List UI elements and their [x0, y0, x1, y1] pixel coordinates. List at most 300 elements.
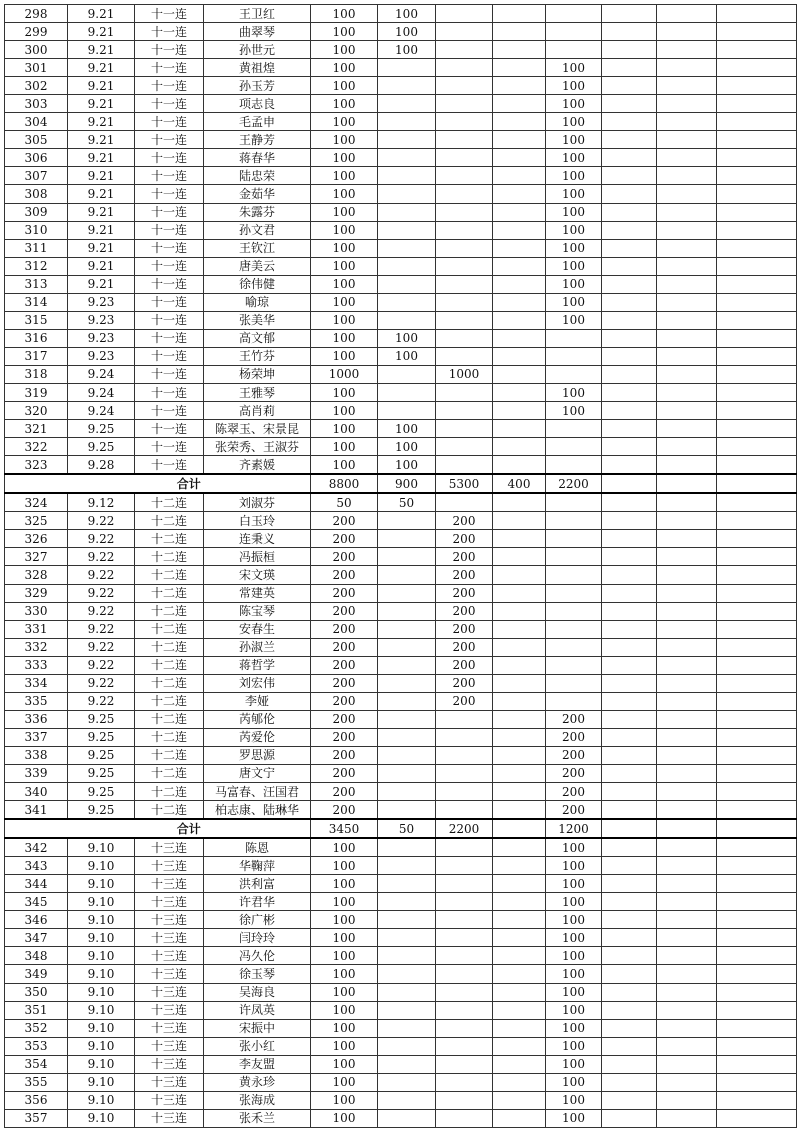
subtotal-total-amount-cell: 3450: [311, 819, 378, 838]
total-amount-cell: 100: [311, 77, 378, 95]
donor-name-cell: 宋振中: [204, 1019, 311, 1037]
col-b-cell: [436, 185, 493, 203]
col-e-cell: [602, 710, 657, 728]
col-g-cell: [717, 783, 797, 801]
col-f-cell: [657, 5, 717, 23]
company-cell: 十二连: [135, 801, 204, 820]
company-cell: 十二连: [135, 548, 204, 566]
col-g-cell: [717, 566, 797, 584]
col-f-cell: [657, 456, 717, 475]
col-c-cell: [493, 438, 546, 456]
col-c-cell: [493, 493, 546, 512]
col-d-cell: [546, 512, 602, 530]
company-cell: 十三连: [135, 1073, 204, 1091]
total-amount-cell: 100: [311, 275, 378, 293]
date-cell: 9.10: [68, 857, 135, 875]
donor-name-cell: 金茹华: [204, 185, 311, 203]
col-d-cell: 100: [546, 77, 602, 95]
col-c-cell: [493, 131, 546, 149]
subtotal-row: [5, 474, 797, 493]
total-amount-cell: 100: [311, 59, 378, 77]
donor-name-cell: 张荣秀、王淑芬: [204, 438, 311, 456]
company-cell: 十三连: [135, 983, 204, 1001]
col-a-cell: [378, 638, 436, 656]
row-number-cell: 330: [5, 602, 68, 620]
col-g-cell: [717, 131, 797, 149]
col-f-cell: [657, 203, 717, 221]
col-f-cell: [657, 620, 717, 638]
company-cell: 十一连: [135, 203, 204, 221]
company-cell: 十三连: [135, 965, 204, 983]
col-d-cell: 100: [546, 95, 602, 113]
total-amount-cell: 200: [311, 764, 378, 782]
col-b-cell: [436, 5, 493, 23]
row-number-cell: 321: [5, 420, 68, 438]
table-row: [5, 456, 797, 475]
col-c-cell: [493, 530, 546, 548]
table-row: [5, 1001, 797, 1019]
col-g-cell: [717, 548, 797, 566]
total-amount-cell: 100: [311, 41, 378, 59]
table-row: [5, 838, 797, 857]
table-row: [5, 1055, 797, 1073]
date-cell: 9.10: [68, 947, 135, 965]
col-f-cell: [657, 41, 717, 59]
row-number-cell: 342: [5, 838, 68, 857]
company-cell: 十二连: [135, 602, 204, 620]
date-cell: 9.22: [68, 674, 135, 692]
col-a-cell: [378, 1055, 436, 1073]
col-a-cell: [378, 275, 436, 293]
col-e-cell: [602, 1109, 657, 1127]
col-g-cell: [717, 728, 797, 746]
donor-name-cell: 唐文宁: [204, 764, 311, 782]
col-g-cell: [717, 801, 797, 820]
col-a-cell: [378, 402, 436, 420]
company-cell: 十一连: [135, 438, 204, 456]
col-e-cell: [602, 875, 657, 893]
col-d-cell: 100: [546, 167, 602, 185]
col-e-cell: [602, 1019, 657, 1037]
col-e-cell: [602, 983, 657, 1001]
company-cell: 十二连: [135, 764, 204, 782]
company-cell: 十二连: [135, 746, 204, 764]
company-cell: 十二连: [135, 656, 204, 674]
subtotal-col-e-cell: [602, 474, 657, 493]
row-number-cell: 328: [5, 566, 68, 584]
col-b-cell: [436, 23, 493, 41]
col-c-cell: [493, 965, 546, 983]
date-cell: 9.21: [68, 59, 135, 77]
row-number-cell: 356: [5, 1091, 68, 1109]
col-a-cell: [378, 1091, 436, 1109]
table-row: [5, 911, 797, 929]
table-row: [5, 746, 797, 764]
row-number-cell: 350: [5, 983, 68, 1001]
table-row: [5, 185, 797, 203]
col-e-cell: [602, 1037, 657, 1055]
total-amount-cell: 100: [311, 203, 378, 221]
donor-name-cell: 洪利富: [204, 875, 311, 893]
donor-name-cell: 罗思源: [204, 746, 311, 764]
col-b-cell: 200: [436, 656, 493, 674]
subtotal-col-f-cell: [657, 819, 717, 838]
col-e-cell: [602, 947, 657, 965]
donation-ledger-table: [4, 4, 797, 1128]
company-cell: 十一连: [135, 59, 204, 77]
col-d-cell: 200: [546, 746, 602, 764]
col-a-cell: [378, 1073, 436, 1091]
table-row: [5, 23, 797, 41]
col-c-cell: [493, 1073, 546, 1091]
col-b-cell: [436, 493, 493, 512]
row-number-cell: 307: [5, 167, 68, 185]
col-g-cell: [717, 893, 797, 911]
col-g-cell: [717, 1091, 797, 1109]
col-e-cell: [602, 23, 657, 41]
col-b-cell: 200: [436, 620, 493, 638]
col-g-cell: [717, 239, 797, 257]
col-e-cell: [602, 77, 657, 95]
company-cell: 十三连: [135, 857, 204, 875]
col-f-cell: [657, 185, 717, 203]
company-cell: 十二连: [135, 692, 204, 710]
col-f-cell: [657, 95, 717, 113]
col-d-cell: [546, 674, 602, 692]
row-number-cell: 345: [5, 893, 68, 911]
donor-name-cell: 王静芳: [204, 131, 311, 149]
col-g-cell: [717, 493, 797, 512]
col-g-cell: [717, 983, 797, 1001]
col-e-cell: [602, 113, 657, 131]
col-c-cell: [493, 402, 546, 420]
subtotal-blank-cell: [5, 474, 68, 493]
row-number-cell: 305: [5, 131, 68, 149]
col-f-cell: [657, 275, 717, 293]
total-amount-cell: 100: [311, 23, 378, 41]
col-d-cell: [546, 347, 602, 365]
subtotal-col-a-cell: 50: [378, 819, 436, 838]
col-d-cell: 100: [546, 1037, 602, 1055]
col-a-cell: 100: [378, 420, 436, 438]
col-b-cell: [436, 41, 493, 59]
col-c-cell: [493, 329, 546, 347]
col-g-cell: [717, 620, 797, 638]
row-number-cell: 340: [5, 783, 68, 801]
col-c-cell: [493, 783, 546, 801]
table-row: [5, 1073, 797, 1091]
donor-name-cell: 唐美云: [204, 257, 311, 275]
col-f-cell: [657, 911, 717, 929]
company-cell: 十三连: [135, 1055, 204, 1073]
col-c-cell: [493, 674, 546, 692]
col-d-cell: [546, 638, 602, 656]
col-g-cell: [717, 275, 797, 293]
col-d-cell: 100: [546, 965, 602, 983]
col-f-cell: [657, 1091, 717, 1109]
total-amount-cell: 200: [311, 602, 378, 620]
table-row: [5, 203, 797, 221]
date-cell: 9.21: [68, 185, 135, 203]
donor-name-cell: 王钦江: [204, 239, 311, 257]
date-cell: 9.22: [68, 512, 135, 530]
col-g-cell: [717, 167, 797, 185]
col-d-cell: 100: [546, 275, 602, 293]
col-e-cell: [602, 620, 657, 638]
col-f-cell: [657, 293, 717, 311]
col-b-cell: 1000: [436, 365, 493, 383]
date-cell: 9.25: [68, 746, 135, 764]
col-a-cell: 100: [378, 23, 436, 41]
donor-name-cell: 陈恩: [204, 838, 311, 857]
col-d-cell: 100: [546, 1091, 602, 1109]
date-cell: 9.24: [68, 365, 135, 383]
col-e-cell: [602, 1001, 657, 1019]
col-c-cell: [493, 1037, 546, 1055]
row-number-cell: 317: [5, 347, 68, 365]
col-a-cell: [378, 656, 436, 674]
col-c-cell: [493, 95, 546, 113]
total-amount-cell: 200: [311, 638, 378, 656]
col-f-cell: [657, 857, 717, 875]
col-g-cell: [717, 530, 797, 548]
col-f-cell: [657, 965, 717, 983]
col-a-cell: [378, 911, 436, 929]
date-cell: 9.24: [68, 383, 135, 401]
donor-name-cell: 王卫红: [204, 5, 311, 23]
date-cell: 9.10: [68, 1091, 135, 1109]
col-c-cell: [493, 239, 546, 257]
col-g-cell: [717, 929, 797, 947]
donor-name-cell: 孙世元: [204, 41, 311, 59]
col-f-cell: [657, 167, 717, 185]
date-cell: 9.21: [68, 77, 135, 95]
col-a-cell: [378, 548, 436, 566]
col-c-cell: [493, 710, 546, 728]
donor-name-cell: 连秉义: [204, 530, 311, 548]
col-g-cell: [717, 77, 797, 95]
col-e-cell: [602, 965, 657, 983]
row-number-cell: 355: [5, 1073, 68, 1091]
col-a-cell: [378, 257, 436, 275]
col-e-cell: [602, 674, 657, 692]
col-f-cell: [657, 566, 717, 584]
total-amount-cell: 100: [311, 113, 378, 131]
col-f-cell: [657, 983, 717, 1001]
table-row: [5, 857, 797, 875]
donor-name-cell: 杨荣坤: [204, 365, 311, 383]
col-c-cell: [493, 221, 546, 239]
table-row: [5, 221, 797, 239]
table-row: [5, 710, 797, 728]
row-number-cell: 302: [5, 77, 68, 95]
col-f-cell: [657, 493, 717, 512]
col-c-cell: [493, 929, 546, 947]
donor-name-cell: 蒋春华: [204, 149, 311, 167]
table-row: [5, 438, 797, 456]
col-b-cell: 200: [436, 584, 493, 602]
total-amount-cell: 100: [311, 1001, 378, 1019]
donor-name-cell: 马富春、汪国君: [204, 783, 311, 801]
date-cell: 9.25: [68, 420, 135, 438]
date-cell: 9.10: [68, 875, 135, 893]
date-cell: 9.21: [68, 5, 135, 23]
company-cell: 十一连: [135, 329, 204, 347]
table-row: [5, 493, 797, 512]
col-f-cell: [657, 438, 717, 456]
col-e-cell: [602, 293, 657, 311]
total-amount-cell: 100: [311, 838, 378, 857]
col-b-cell: [436, 347, 493, 365]
col-c-cell: [493, 185, 546, 203]
col-g-cell: [717, 512, 797, 530]
row-number-cell: 349: [5, 965, 68, 983]
col-d-cell: 100: [546, 185, 602, 203]
total-amount-cell: 100: [311, 1037, 378, 1055]
total-amount-cell: 200: [311, 728, 378, 746]
col-d-cell: 100: [546, 1001, 602, 1019]
table-row: [5, 602, 797, 620]
col-f-cell: [657, 311, 717, 329]
col-a-cell: [378, 929, 436, 947]
company-cell: 十一连: [135, 383, 204, 401]
row-number-cell: 344: [5, 875, 68, 893]
col-f-cell: [657, 692, 717, 710]
company-cell: 十一连: [135, 347, 204, 365]
total-amount-cell: 200: [311, 620, 378, 638]
col-a-cell: [378, 710, 436, 728]
col-c-cell: [493, 113, 546, 131]
date-cell: 9.21: [68, 275, 135, 293]
col-f-cell: [657, 875, 717, 893]
donor-name-cell: 白玉玲: [204, 512, 311, 530]
total-amount-cell: 1000: [311, 365, 378, 383]
donor-name-cell: 冯振桓: [204, 548, 311, 566]
table-row: [5, 530, 797, 548]
subtotal-row: [5, 819, 797, 838]
col-e-cell: [602, 257, 657, 275]
col-a-cell: [378, 383, 436, 401]
table-row: [5, 783, 797, 801]
col-f-cell: [657, 530, 717, 548]
donor-name-cell: 芮爱伦: [204, 728, 311, 746]
company-cell: 十一连: [135, 185, 204, 203]
row-number-cell: 322: [5, 438, 68, 456]
total-amount-cell: 100: [311, 893, 378, 911]
col-e-cell: [602, 493, 657, 512]
col-g-cell: [717, 5, 797, 23]
total-amount-cell: 200: [311, 530, 378, 548]
col-g-cell: [717, 1055, 797, 1073]
col-a-cell: [378, 983, 436, 1001]
subtotal-col-e-cell: [602, 819, 657, 838]
col-c-cell: [493, 365, 546, 383]
col-b-cell: [436, 113, 493, 131]
col-e-cell: [602, 1091, 657, 1109]
row-number-cell: 314: [5, 293, 68, 311]
donor-name-cell: 项志良: [204, 95, 311, 113]
col-g-cell: [717, 402, 797, 420]
date-cell: 9.12: [68, 493, 135, 512]
col-g-cell: [717, 965, 797, 983]
company-cell: 十二连: [135, 530, 204, 548]
total-amount-cell: 200: [311, 548, 378, 566]
col-c-cell: [493, 566, 546, 584]
col-g-cell: [717, 23, 797, 41]
company-cell: 十一连: [135, 113, 204, 131]
col-b-cell: [436, 710, 493, 728]
col-c-cell: [493, 838, 546, 857]
col-e-cell: [602, 149, 657, 167]
donor-name-cell: 常建英: [204, 584, 311, 602]
total-amount-cell: 100: [311, 402, 378, 420]
row-number-cell: 351: [5, 1001, 68, 1019]
col-g-cell: [717, 1073, 797, 1091]
total-amount-cell: 100: [311, 167, 378, 185]
col-e-cell: [602, 131, 657, 149]
total-amount-cell: 100: [311, 257, 378, 275]
col-g-cell: [717, 438, 797, 456]
col-d-cell: 200: [546, 764, 602, 782]
total-amount-cell: 100: [311, 95, 378, 113]
col-c-cell: [493, 1091, 546, 1109]
col-d-cell: 100: [546, 59, 602, 77]
row-number-cell: 308: [5, 185, 68, 203]
donor-name-cell: 孙玉芳: [204, 77, 311, 95]
col-b-cell: [436, 221, 493, 239]
col-b-cell: [436, 1001, 493, 1019]
col-b-cell: [436, 947, 493, 965]
table-row: [5, 95, 797, 113]
donor-name-cell: 蒋哲学: [204, 656, 311, 674]
col-b-cell: 200: [436, 566, 493, 584]
table-row: [5, 801, 797, 820]
total-amount-cell: 50: [311, 493, 378, 512]
col-b-cell: [436, 293, 493, 311]
col-e-cell: [602, 656, 657, 674]
table-row: [5, 674, 797, 692]
col-b-cell: [436, 801, 493, 820]
ledger-body: [5, 5, 797, 1128]
company-cell: 十一连: [135, 41, 204, 59]
col-d-cell: [546, 41, 602, 59]
company-cell: 十一连: [135, 239, 204, 257]
col-f-cell: [657, 23, 717, 41]
col-e-cell: [602, 893, 657, 911]
col-f-cell: [657, 77, 717, 95]
col-b-cell: [436, 728, 493, 746]
col-g-cell: [717, 293, 797, 311]
date-cell: 9.10: [68, 893, 135, 911]
col-g-cell: [717, 365, 797, 383]
col-b-cell: 200: [436, 638, 493, 656]
col-b-cell: [436, 746, 493, 764]
total-amount-cell: 100: [311, 983, 378, 1001]
table-row: [5, 638, 797, 656]
table-row: [5, 875, 797, 893]
col-f-cell: [657, 656, 717, 674]
col-b-cell: [436, 167, 493, 185]
col-e-cell: [602, 764, 657, 782]
col-b-cell: [436, 438, 493, 456]
row-number-cell: 313: [5, 275, 68, 293]
col-b-cell: [436, 311, 493, 329]
total-amount-cell: 100: [311, 347, 378, 365]
donor-name-cell: 毛孟申: [204, 113, 311, 131]
company-cell: 十二连: [135, 783, 204, 801]
company-cell: 十三连: [135, 1037, 204, 1055]
col-d-cell: [546, 23, 602, 41]
